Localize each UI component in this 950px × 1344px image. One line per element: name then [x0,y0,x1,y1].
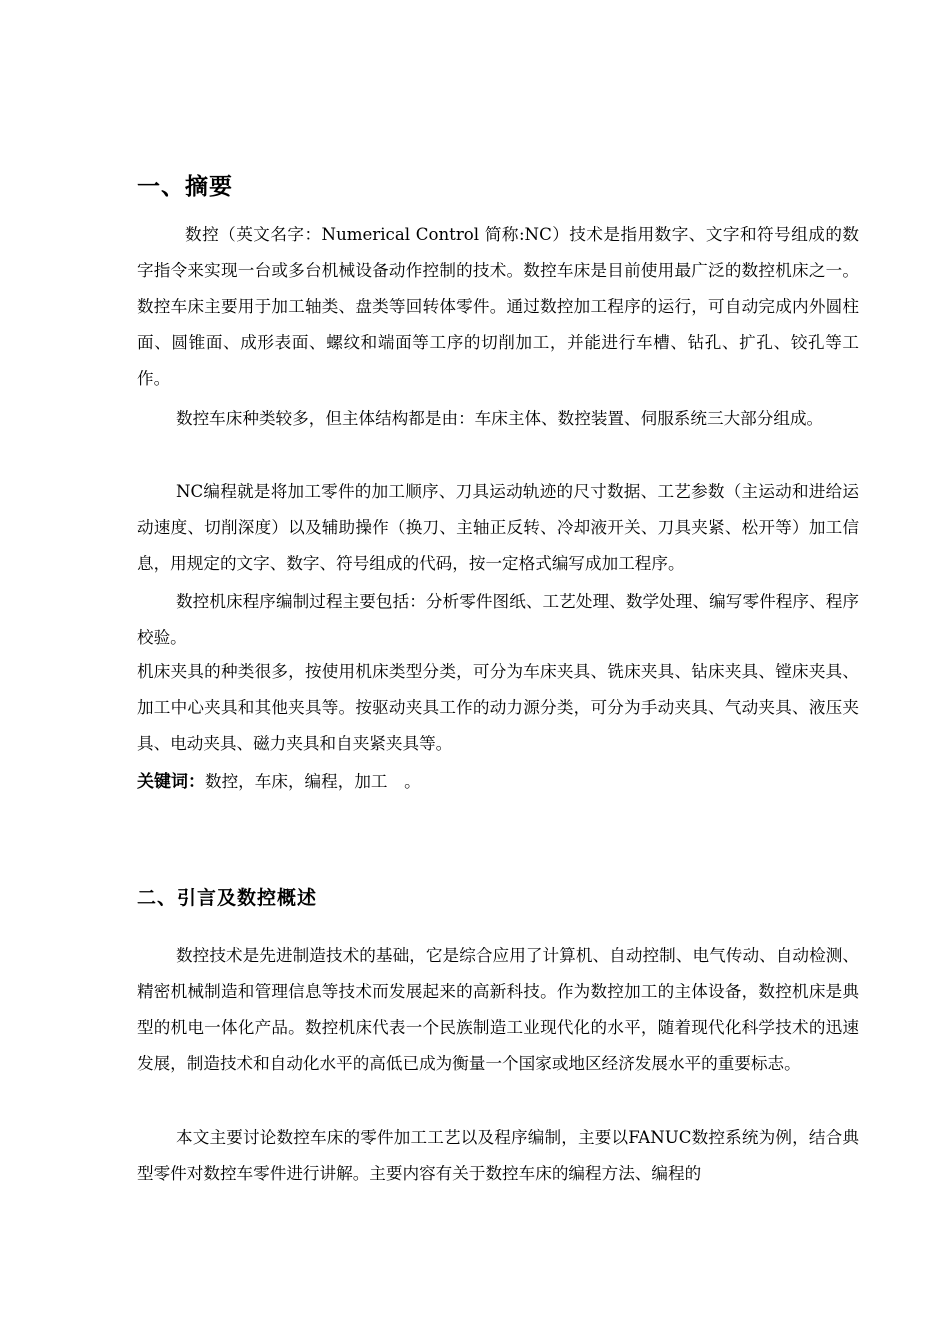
abstract-paragraph-4: 数控机床程序编制过程主要包括：分析零件图纸、工艺处理、数学处理、编写零件程序、程序校验。 [137,592,859,647]
abstract-paragraph-1: 数控（英文名字：Numerical Control 简称:NC）技术是指用数字、文字和符号组成的数字指令来实现一台或多台机械设备动作控制的技术。数控车床是目前使用最广泛的数控机床之一。数控车床主要用于加工轴类、盘类等回转体零件。通过数控加工程序的运行，可自动完成内外圆柱面、圆锥面、成形表面、螺纹和端面等工序的切削加工，并能进行车槽、钻孔、扩孔、铰孔等工作。 [137,225,859,388]
keywords-line [137,764,859,800]
keywords-label: 关键词： [137,772,205,792]
intro-paragraph-2: 本文主要讨论数控车床的零件加工工艺以及程序编制，主要以FANUC数控系统为例，结合典型零件对数控车零件进行讲解。主要内容有关于数控车床的编程方法、编程的 [137,1128,859,1183]
keywords-text: 数控，车床，编程，加工 。 [205,772,421,791]
abstract-paragraph-3: NC编程就是将加工零件的加工顺序、刀具运动轨迹的尺寸数据、工艺参数（主运动和进给运动速度、切削深度）以及辅助操作（换刀、主轴正反转、冷却液开关、刀具夹紧、松开等）加工信息，用规定的文字、数字、符号组成的代码，按一定格式编写成加工程序。 [137,482,859,573]
abstract-paragraph-5: 机床夹具的种类很多，按使用机床类型分类，可分为车床夹具、铣床夹具、钻床夹具、镗床夹具、加工中心夹具和其他夹具等。按驱动夹具工作的动力源分类，可分为手动夹具、气动夹具、液压夹具、电动夹具、磁力夹具和自夹紧夹具等。 [137,662,859,753]
intro-paragraph-1: 数控技术是先进制造技术的基础，它是综合应用了计算机、自动控制、电气传动、自动检测、精密机械制造和管理信息等技术而发展起来的高新科技。作为数控加工的主体设备，数控机床是典型的机电一体化产品。数控机床代表一个民族制造工业现代化的水平，随着现代化科学技术的迅速发展，制造技术和自动化水平的高低已成为衡量一个国家或地区经济发展水平的重要标志。 [137,946,859,1073]
section-heading-abstract: 一、摘要 [137,174,233,200]
section-heading-introduction: 二、引言及数控概述 [137,887,318,909]
abstract-paragraph-2: 数控车床种类较多，但主体结构都是由：车床主体、数控装置、伺服系统三大部分组成。 [176,409,824,428]
